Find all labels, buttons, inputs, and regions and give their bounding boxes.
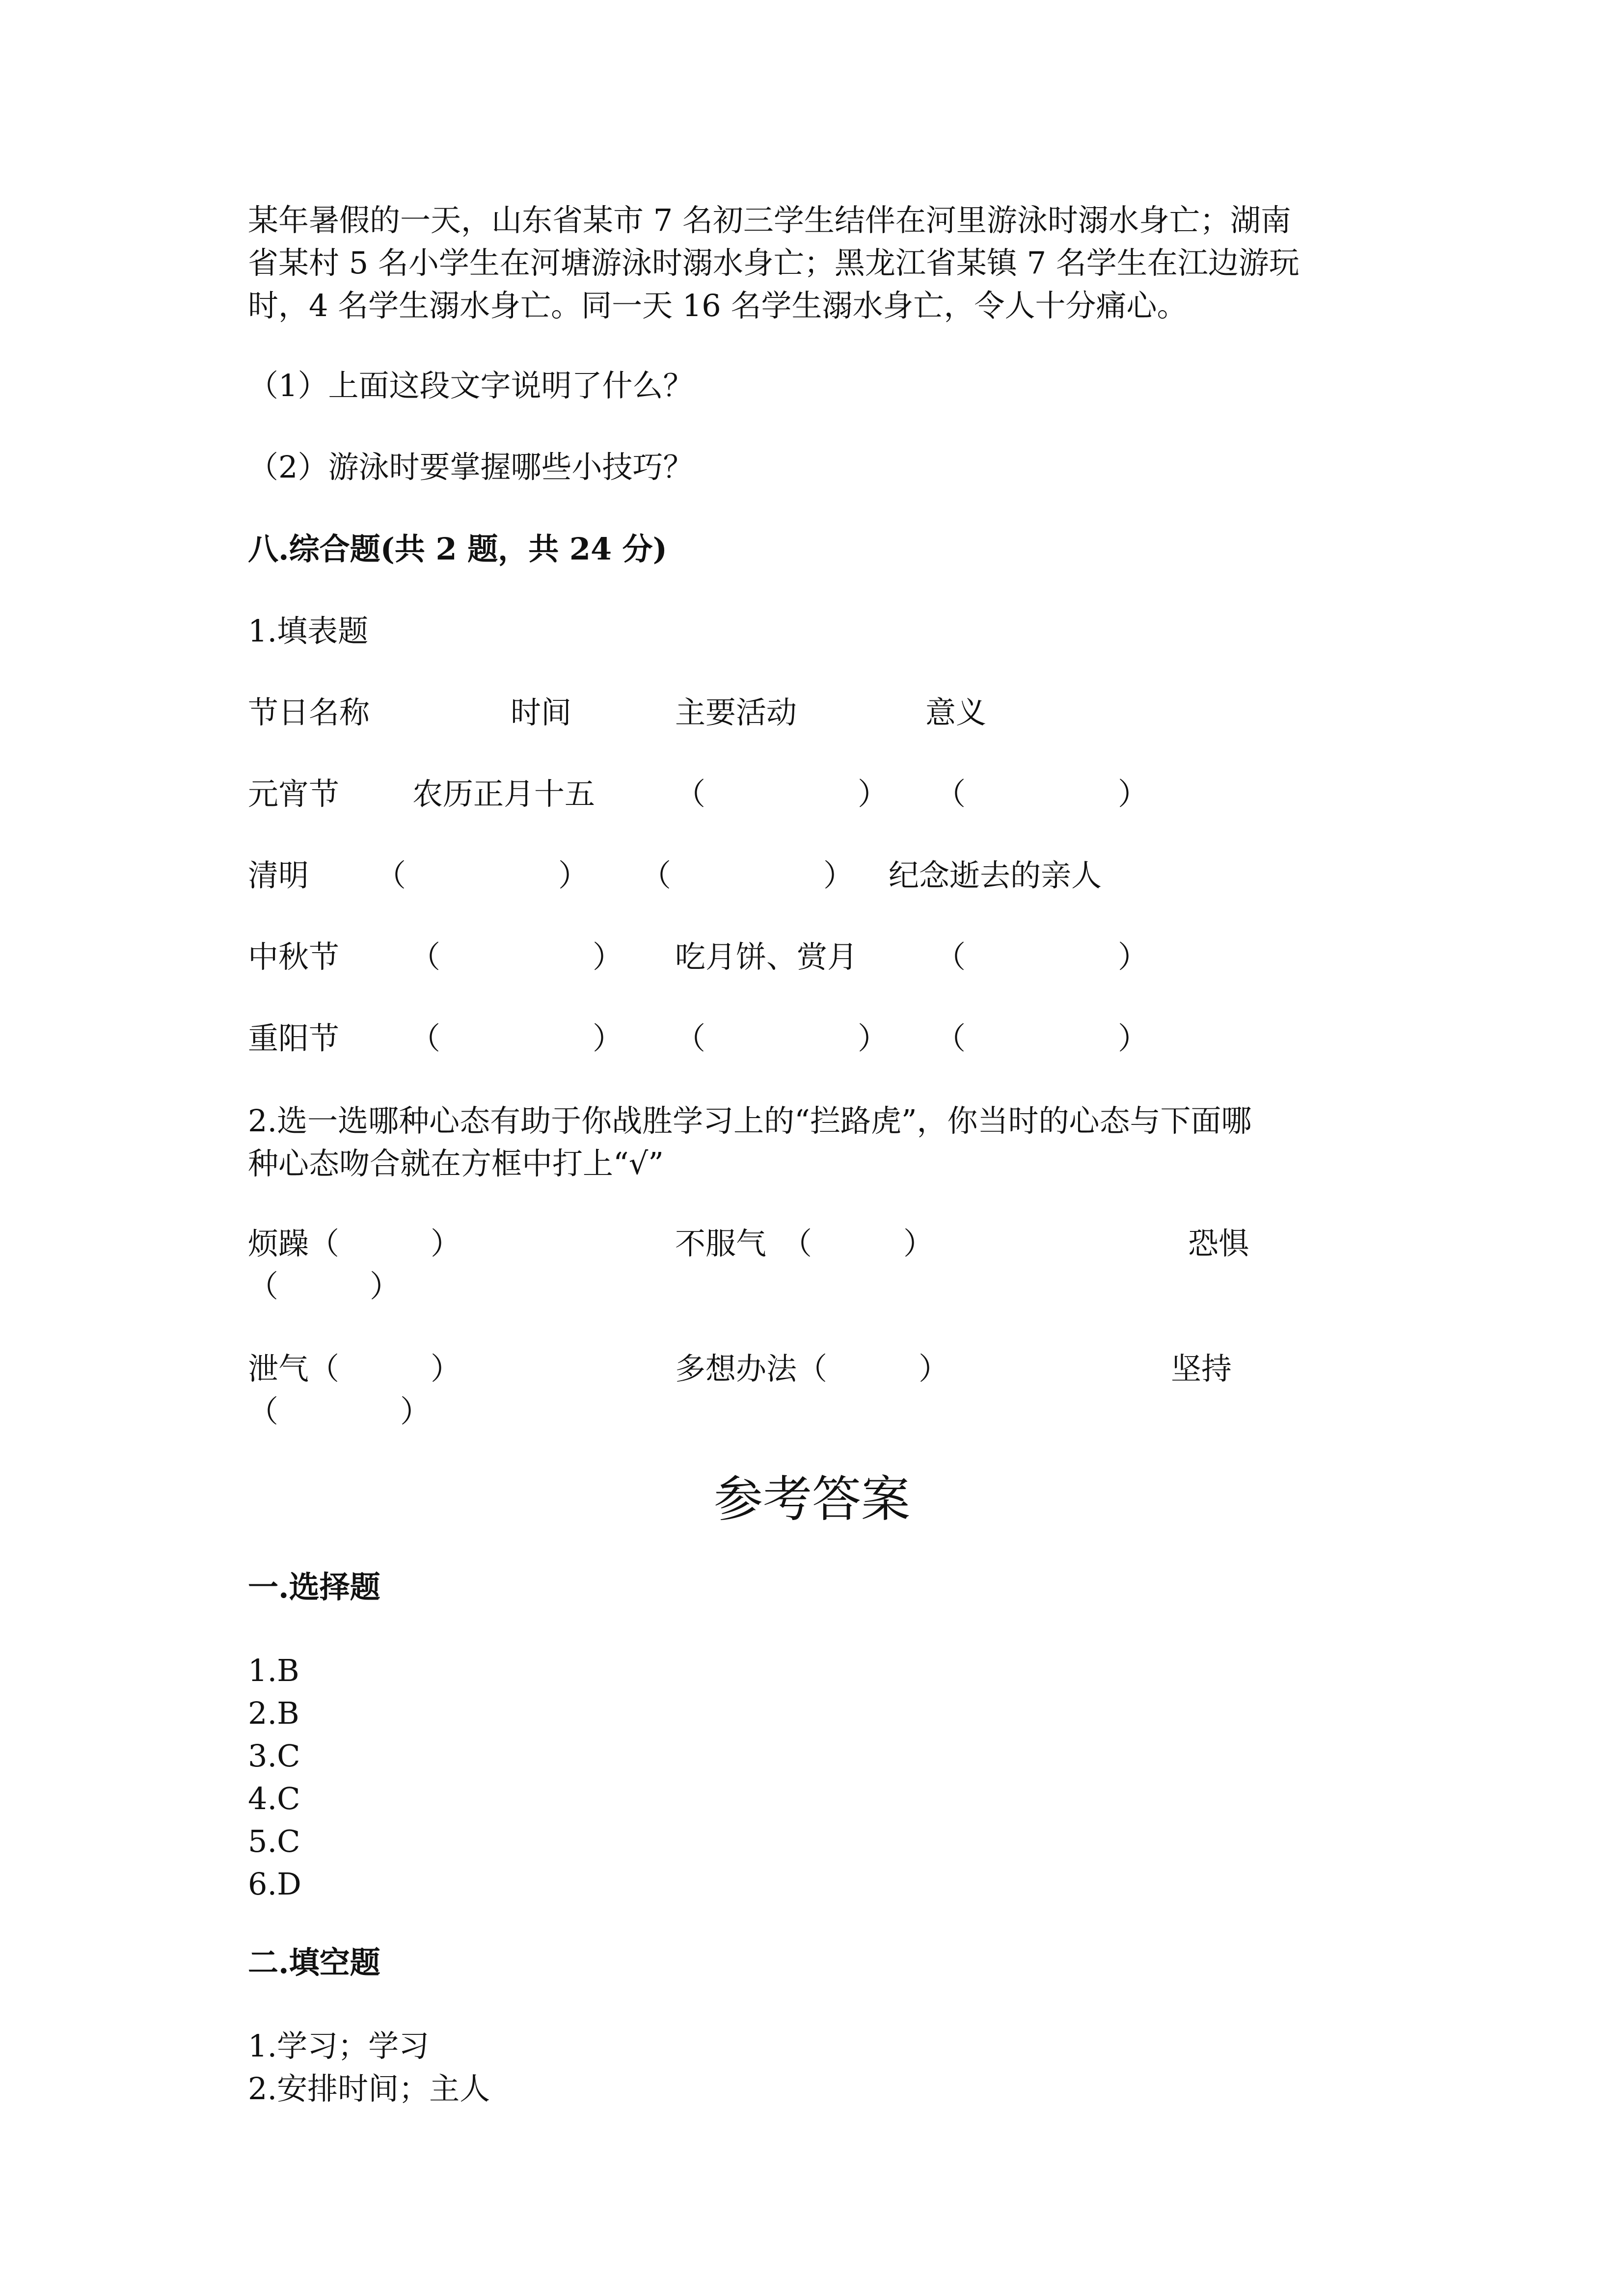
mindset-options-row-2 [248, 1347, 1377, 1433]
table-cell: （ ） [410, 939, 623, 975]
list-item: 5.C [248, 1823, 300, 1859]
question-1: （1）上面这段文字说明了什么？ [248, 368, 694, 403]
answers-title: 参考答案 [714, 1470, 910, 1528]
table-cell: （ ） [675, 1020, 889, 1056]
table-header-row [248, 691, 1377, 734]
mindset-question-line: 种心态吻合就在方框中打上“√” [248, 1146, 664, 1181]
table-cell: 农历正月十五 [412, 776, 595, 812]
table-cell: （ ） [935, 776, 1149, 812]
answers-section-2-heading: 二.填空题 [248, 1945, 380, 1980]
list-item: 1.学习；学习 [248, 2028, 430, 2064]
answers-section-2-list [248, 2025, 1377, 2110]
table-row [248, 773, 1377, 815]
mindset-options-row-1 [248, 1222, 1377, 1308]
table-row [248, 935, 1377, 978]
answers-section-1-list [248, 1649, 1377, 1905]
table-header: 时间 [511, 694, 572, 730]
table-cell: 重阳节 [248, 1020, 340, 1056]
mindset-question-line: 2.选一选哪种心态有助于你战胜学习上的“拦路虎”，你当时的心态与下面哪 [248, 1103, 1252, 1139]
table-cell: 吃月饼、赏月 [675, 939, 858, 975]
option-persist-box: （ ） [248, 1393, 431, 1429]
option-think-of-ways: 多想办法（ ） [675, 1351, 949, 1387]
table-cell: （ ） [410, 1020, 623, 1056]
question-2: （2）游泳时要掌握哪些小技巧？ [248, 449, 694, 485]
table-header: 意义 [925, 694, 987, 730]
option-irritable: 烦躁（ ） [248, 1226, 461, 1261]
option-persist: 坚持 [1171, 1351, 1232, 1387]
table-header: 节日名称 [248, 694, 370, 730]
table-cell: 中秋节 [248, 939, 340, 975]
options-line [248, 1222, 1377, 1265]
option-defiant: 不服气 （ ） [675, 1226, 934, 1261]
option-fear: 恐惧 [1188, 1226, 1249, 1261]
passage-line: 某年暑假的一天，山东省某市 7 名初三学生结伴在河里游泳时溺水身亡；湖南 [248, 202, 1291, 238]
table-cell: 纪念逝去的亲人 [889, 857, 1102, 893]
answers-section-1-heading: 一.选择题 [248, 1569, 380, 1605]
options-wrap-line [248, 1390, 1377, 1433]
passage-line: 省某村 5 名小学生在河塘游泳时溺水身亡；黑龙江省某镇 7 名学生在江边游玩 [248, 245, 1299, 281]
option-discouraged: 泄气（ ） [248, 1351, 461, 1387]
table-cell: （ ） [376, 857, 589, 893]
section-heading: 八.综合题(共 2 题，共 24 分) [248, 531, 668, 567]
option-fear-box: （ ） [248, 1268, 401, 1304]
table-cell: （ ） [935, 939, 1149, 975]
list-item: 1.B [248, 1653, 299, 1688]
table-row [248, 854, 1377, 897]
festival-table [248, 691, 1377, 1064]
table-row [248, 1017, 1377, 1060]
table-header: 主要活动 [675, 694, 797, 730]
list-item: 2.B [248, 1695, 299, 1731]
passage-line: 时，4 名学生溺水身亡。同一天 16 名学生溺水身亡，令人十分痛心。 [248, 288, 1188, 323]
list-item: 3.C [248, 1738, 300, 1774]
table-cell: （ ） [935, 1020, 1149, 1056]
table-cell: 元宵节 [248, 776, 340, 812]
table-cell: 清明 [248, 857, 309, 893]
passage [248, 199, 1377, 327]
options-wrap-line [248, 1265, 1377, 1308]
mindset-question [248, 1099, 1377, 1185]
list-item: 4.C [248, 1781, 300, 1816]
table-cell: （ ） [675, 776, 889, 812]
fill-table-title: 1.填表题 [248, 613, 369, 649]
list-item: 6.D [248, 1866, 301, 1902]
table-cell: （ ） [641, 857, 854, 893]
list-item: 2.安排时间；主人 [248, 2071, 490, 2107]
options-line [248, 1347, 1377, 1390]
